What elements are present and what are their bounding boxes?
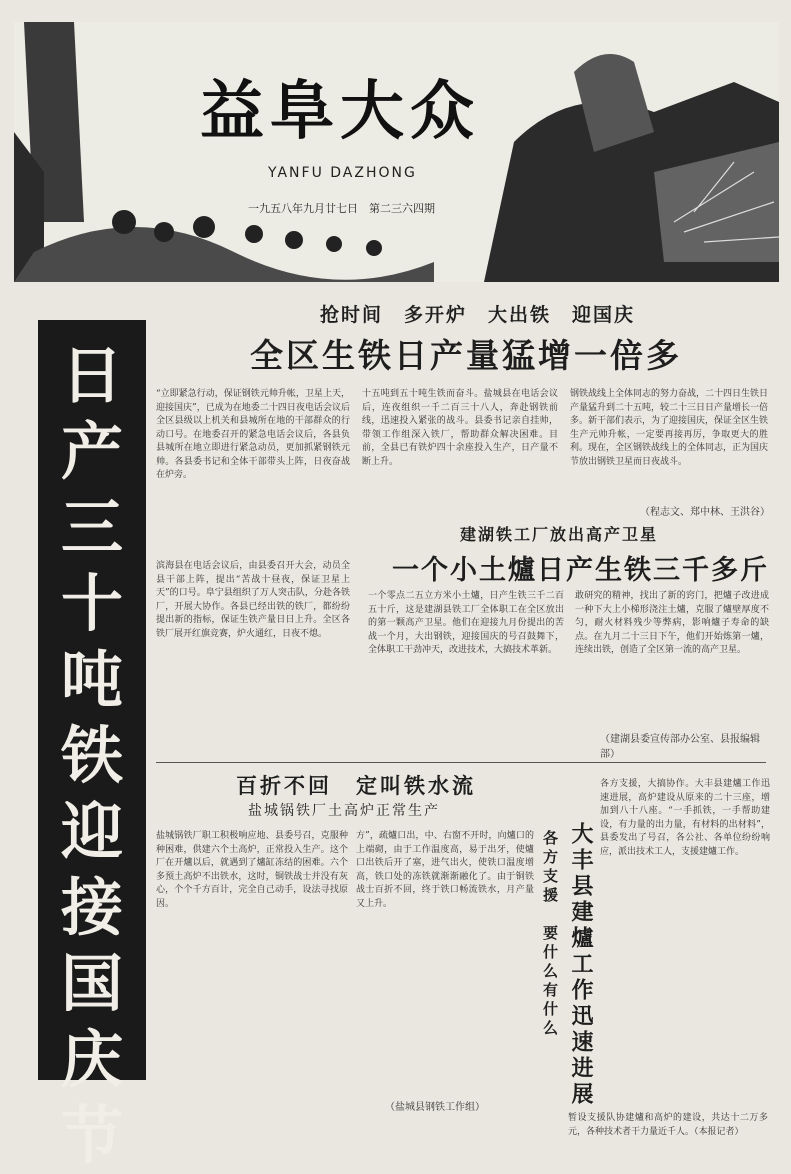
main-story-kicker: 抢时间 多开炉 大出铁 迎国庆 — [320, 304, 636, 326]
sub-story-byline: （建湖县委宣传部办公室、县报编辑部） — [600, 734, 760, 760]
third-story-byline: （盐城县钢铁工作组） — [385, 1102, 485, 1113]
sub-story-kicker: 建湖铁工厂放出高产卫星 — [460, 525, 659, 544]
third-story-headline: 百折不回 定叫铁水流 — [236, 773, 476, 798]
main-story-byline: （程志文、郑中林、王洪谷） — [640, 507, 770, 518]
third-story-column-1: 盐城锅铁厂职工积极响应地、县委号召，克服种种困难，供建六个土高炉，正常投入生产。这个厂在开爐以后，就遇到了爐缸冻结的困难。六个多预土高炉不出铁水，这时，铜铁战士并没有灰心，个个千方百计，完全自己动手，设法寻找原因。 — [156, 831, 348, 909]
third-story-subhead: 盐城锅铁厂土高炉正常生产 — [248, 803, 440, 819]
main-story-column-2: 滨海县在电话会议后，由县委召开大会，动员全县干部上阵，提出“苦战十昼夜，保证卫星上天”的口号。阜宁县组织了万人突击队，分赴各铁厂，开展大协作。各县已经出铁的铁厂，都纷纷提出新的指标，保证生铁产量日日上升。全区各铁厂展开红旗竞赛，炉火通红，日夜不熄。 — [156, 561, 350, 639]
newspaper-title: 益阜大众 — [200, 74, 480, 149]
side-story-kicker: 各方支援 要什么有什么 — [541, 830, 559, 1039]
vertical-banner — [38, 320, 146, 1172]
main-story-column-3: 十五吨到五十吨生铁而奋斗。盐城县在电话会议后，连夜组织一千二百三十八人，奔赴钢铁前线，迅速投入紧张的战斗。县委书记亲自挂帅，带领工作组深入铁厂，帮助群众解决困难。目前，全县已有铁炉四十余座投入生产，日产量不断上升。 — [362, 389, 558, 467]
section-divider — [156, 762, 766, 763]
main-story-headline: 全区生铁日产量猛增一倍多 — [250, 336, 682, 375]
main-story-column-4: 钢铁战线上全体同志的努力奋战，二十四日生铁日产量猛升到二十五吨，较二十三日日产量增长一倍多。新干部们表示，为了迎接国庆，保证全区生铁生产元帅升帐，一定要再接再厉，争取更大的胜利。现在，全区钢铁战线上的全体同志，正为国庆节放出钢铁卫星而日夜战斗。 — [570, 389, 768, 467]
vertical-banner-text: 日产三十吨铁迎接国庆节 — [60, 339, 123, 1172]
newspaper-romanized-title: YANFU DAZHONG — [268, 165, 417, 181]
third-story-column-2: 方”，疏爐口出，中、右窗不开时，向爐口的上端砌，由于工作温度高，易于出牙，使爐口出铁后开了塞，进气出火，使铁口温度增高，铁口处的冻铁就渐渐融化了。由于铜铁战士百折不回，终于铁口畅流铁水，月产量又上升。 — [356, 831, 534, 909]
side-story-headline: 大丰县建爐工作迅速进展 — [568, 822, 594, 1108]
sub-story-column-1: 一个零点二五立方米小土爐，日产生铁三千二百五十斤，这是建湖县铁工厂全体职工在全区放出的第一颗高产卫星。他们在迎接九月份提出的苦战一个月，大出钢铁，迎接国庆的号召鼓舞下，全体职工干劲冲天，改进技术，大搞技术革新。 — [368, 591, 564, 655]
main-story-column-1: “立即紧急行动，保证钢铁元帅升帐，卫星上天，迎接国庆”，已成为在地委二十四日夜电话会议后全区县级以上机关和县城所在地的干部群众的行动口号。在地委召开的紧急电话会议后，各县负县城所在地立即进行紧急动员，更加抓紧钢铁元帅。各县委书记和全体干部带头上阵，日夜奋战在炉旁。 — [156, 389, 350, 480]
bottom-strip-text: 暂设支援队协建爐和高炉的建设，共达十二万多元，各种技术者干力量近千人。（本报记者） — [568, 1113, 768, 1137]
issue-dateline: 一九五八年九月廿七日 第二三六四期 — [248, 202, 435, 215]
sub-story-headline: 一个小土爐日产生铁三千多斤 — [392, 555, 769, 586]
sub-story-column-2: 敢研究的精神，找出了新的窍门，把爐子改进成一种下大上小梯形浇注土爐，克服了爐壁厚度不匀，耐火材料残少等弊病，影响爐子寿命的缺点。在九月二十三日下午，他们开始炼第一爐，连续出铁，创造了全区第一流的高产卫星。 — [575, 591, 769, 655]
side-story-column: 各方支援，大搞协作。大丰县建爐工作迅速进展，高炉建设从原来的二十三座，增加到八十八座。“一手抓铁，一手帮助建设，有力量的出力量，有材料的出材料”，县委发出了号召，各公社、各单位纷纷响应，派出技术工人，支援建爐工作。 — [600, 779, 770, 857]
